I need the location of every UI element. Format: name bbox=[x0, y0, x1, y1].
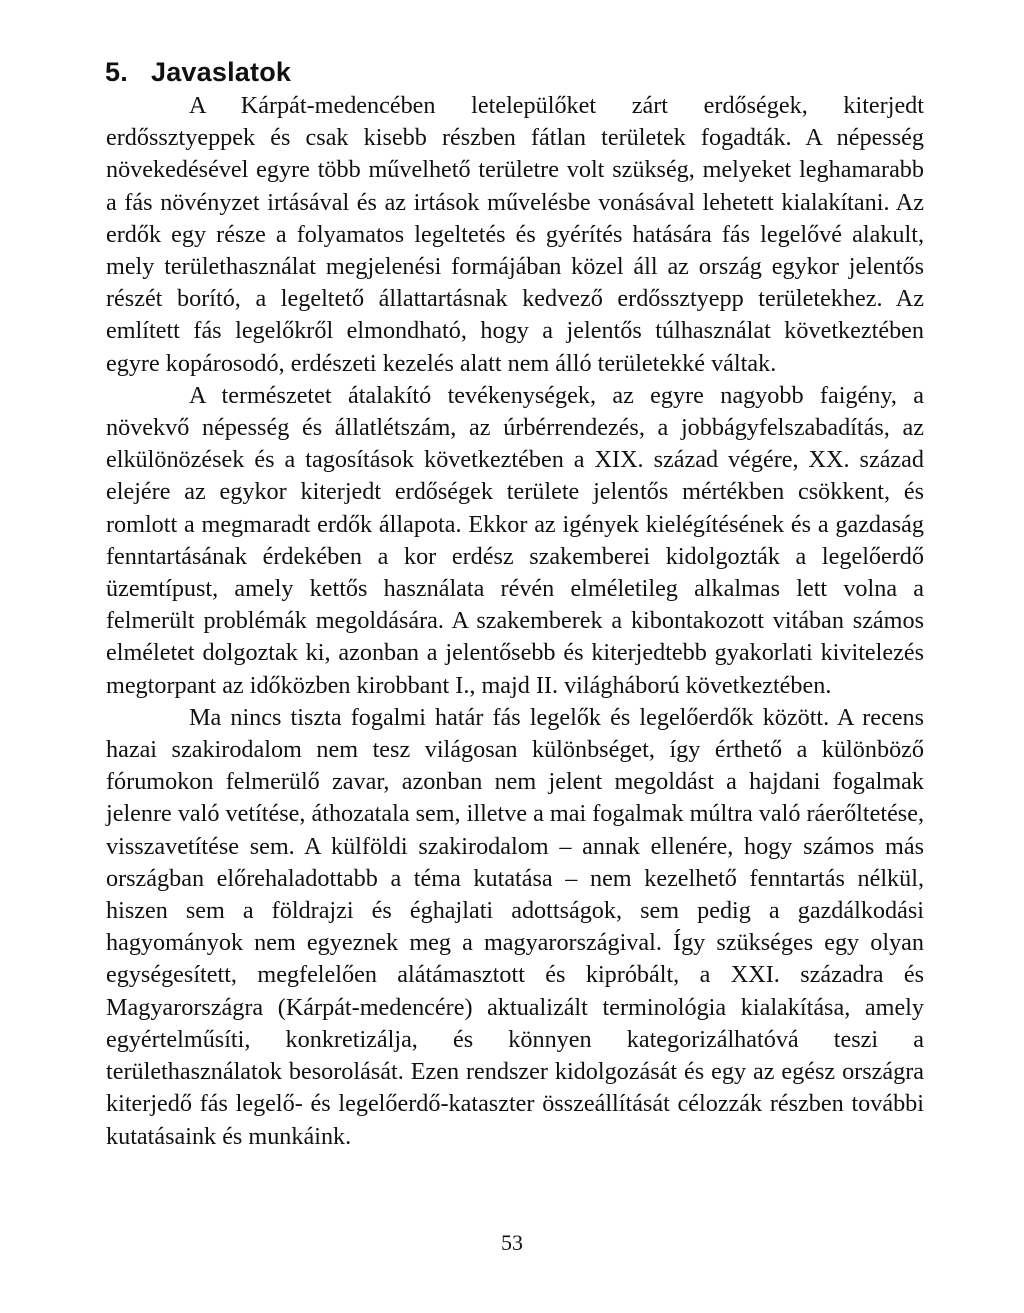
paragraph-3: Ma nincs tiszta fogalmi határ fás legelők és legelőerdők között. A recens hazai szakirodalom nem tesz világosan különbséget, így érthető a különböző fórumokon felmerülő zavar, azonban nem jelent megoldást a hajdani fogalmak jelenre való vetítése, áthozatala sem, illetve a mai fogalmak múltra való ráerőltetése, visszavetítése sem. A külföldi szakirodalom – annak ellenére, hogy számos más országban előrehaladottabb a téma kutatása – nem kezelhető fenntartás nélkül, hiszen sem a földrajzi és éghajlati adottságok, sem pedig a gazdálkodási hagyományok nem egyeznek meg a magyarországival. Így szükséges egy olyan egységesített, megfelelően alátámasztott és kipróbált, a XXI. századra és Magyarországra (Kárpát-medencére) aktualizált terminológia kialakítása, amely egyértelműsíti, konkretizálja, és könnyen kategorizálhatóvá teszi a területhasználatok besorolását. Ezen rendszer kidolgozását és egy az egész országra kiterjedő fás legelő- és legelőerdő-kataszter összeállítását célozzák részben további kutatásaink és munkáink. bbox=[106, 703, 924, 1150]
paragraph-1: A Kárpát-medencében letelepülőket zárt erdőségek, kiterjedt erdőssztyeppek és csak kisebb részben fátlan területek fogadták. A népesség növekedésével egyre több művelhető területre volt szükség, melyeket leghamarabb a fás növényzet irtásával és az irtások művelésbe vonásával lehetett kialakítani. Az erdők egy része a folyamatos legeltetés és gyérítés hatására fás legelővé alakult, mely területhasználat megjelenési formájában közel áll az ország egykor jelentős részét borító, a legeltető állattartásnak kedvező erdőssztyepp területekhez. Az említett fás legelőkről elmondható, hogy a jelentős túlhasználat következtében egyre kopárosodó, erdészeti kezelés alatt nem álló területekké váltak. bbox=[106, 92, 924, 377]
page-number: 53 bbox=[501, 1230, 523, 1255]
section-heading bbox=[105, 52, 291, 92]
body-text bbox=[106, 90, 924, 1153]
section-number: 5. bbox=[105, 57, 128, 87]
section-title: Javaslatok bbox=[151, 57, 292, 87]
paragraph-2: A természetet átalakító tevékenységek, az egyre nagyobb faigény, a növekvő népesség és állatlétszám, az úrbérrendezés, a jobbágyfelszabadítás, az elkülönözések és a tagosítások következtében a XIX. század végére, XX. század elejére az egykor kiterjedt erdőségek területe jelentős mértékben csökkent, és romlott a megmaradt erdők állapota. Ekkor az igények kielégítésének és a gazdaság fenntartásának érdekében a kor erdész szakemberei kidolgozták a legelőerdő üzemtípust, amely kettős használata révén elméletileg alkalmas lett volna a felmerült problémák megoldására. A szakemberek a kibontakozott vitában számos elméletet dolgoztak ki, azonban a jelentősebb és kiterjedtebb gyakorlati kivitelezés megtorpant az időközben kirobbant I., majd II. világháború következtében. bbox=[106, 381, 924, 699]
